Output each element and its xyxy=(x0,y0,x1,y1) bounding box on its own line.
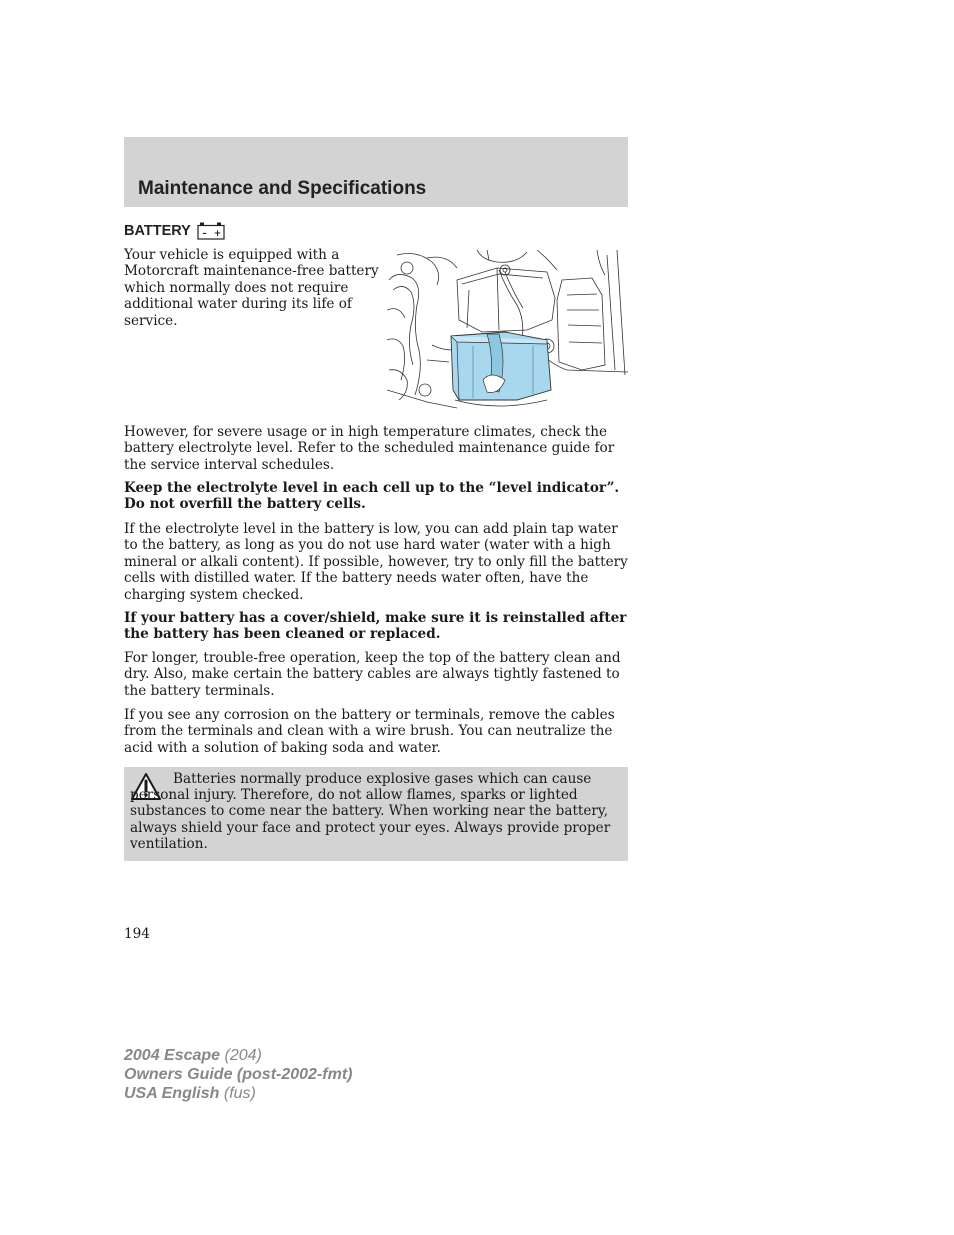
footer-language: USA English xyxy=(124,1085,220,1102)
paragraph-low-electrolyte: If the electrolyte level in the battery is low, you can add plain tap water to the battery, as long as you do not use hard water (water with a high mineral or alkali content). If possible, however, try to only fill the battery cells with distilled water. If the battery needs water often, have the charging system checked. xyxy=(124,521,628,603)
footer-language-code: (fus) xyxy=(223,1085,256,1102)
battery-icon xyxy=(197,222,225,240)
paragraph-severe-usage: However, for severe usage or in high temperature climates, check the battery electrolyte level. Refer to the scheduled maintenance guide for the service interval schedules. xyxy=(124,424,615,473)
footer-model: 2004 Escape xyxy=(124,1047,221,1064)
section-title: Maintenance and Specifications xyxy=(138,178,427,199)
footer-model-code: (204) xyxy=(224,1047,262,1064)
battery-icon-plus: + xyxy=(213,229,222,239)
battery-heading-text: BATTERY xyxy=(124,223,191,239)
battery-icon-minus: – xyxy=(202,229,207,239)
document-footer xyxy=(124,1046,352,1103)
paragraph-cover-shield: If your battery has a cover/shield, make sure it is reinstalled after the battery has been cleaned or replaced. xyxy=(124,610,627,643)
battery-heading xyxy=(124,222,225,240)
page-number: 194 xyxy=(124,926,150,942)
paragraph-corrosion: If you see any corrosion on the battery or terminals, remove the cables from the terminals and clean with a wire brush. You can neutralize the acid with a solution of baking soda and water. xyxy=(124,707,615,756)
paragraph-electrolyte-level: Keep the electrolyte level in each cell up to the “level indicator”. Do not overfill the battery cells. xyxy=(124,480,620,513)
battery-intro: Your vehicle is equipped with a Motorcraft maintenance-free battery which normally does not require additional water during its life of service. xyxy=(124,247,379,329)
paragraph-trouble-free: For longer, trouble-free operation, keep the top of the battery clean and dry. Also, make certain the battery cables are always tightly fastened to the battery terminals. xyxy=(124,650,621,699)
engine-battery-illustration xyxy=(387,250,628,410)
footer-guide: Owners Guide (post-2002-fmt) xyxy=(124,1066,353,1083)
warning-text: Batteries normally produce explosive gases which can cause personal injury. Therefore, do not allow flames, sparks or lighted substances to come near the battery. When working near the battery, always shield your face and protect your eyes. Always provide proper ventilation. xyxy=(130,771,611,852)
